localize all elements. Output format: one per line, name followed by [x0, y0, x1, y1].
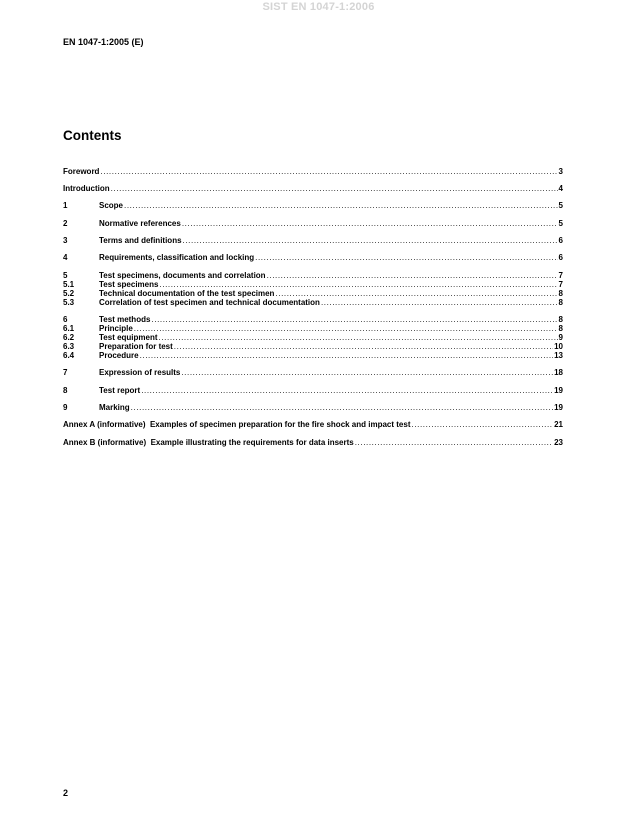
toc-entry-page: 4	[558, 184, 563, 193]
toc-entry-page: 23	[554, 438, 563, 447]
toc-entry-title: Test methods	[99, 315, 151, 324]
toc-entry-page: 9	[558, 333, 563, 342]
toc-entry-title: Test equipment	[99, 333, 158, 342]
toc-entry-7[interactable]	[63, 367, 563, 378]
toc-entry-page: 8	[558, 324, 563, 333]
toc-entry-title: Test specimens	[99, 280, 159, 289]
toc-entry-foreword[interactable]	[63, 166, 563, 177]
toc-entry-page: 19	[554, 403, 563, 412]
toc-entry-page: 8	[558, 289, 563, 298]
toc-entry-page: 19	[554, 386, 563, 395]
toc-entry-page: 7	[558, 271, 563, 280]
toc-entry-page: 3	[558, 167, 563, 176]
toc-entry-number: 6.3	[63, 342, 75, 351]
toc-entry-title: Annex A (informative) Examples of specimen preparation for the fire shock and impact test	[63, 420, 411, 429]
toc-entry-2[interactable]	[63, 218, 563, 229]
toc-entry-title: Procedure	[99, 351, 139, 360]
toc-entry-number: 5.3	[63, 298, 75, 307]
toc-entry-page: 6	[558, 253, 563, 262]
toc-entry-number: 5	[63, 271, 68, 280]
toc-entry-page: 18	[554, 368, 563, 377]
toc-entry-title: Technical documentation of the test specimen	[99, 289, 275, 298]
toc-entry-8[interactable]	[63, 385, 563, 396]
toc-entry-title: Principle	[99, 324, 133, 333]
toc-entry-number: 1	[63, 201, 68, 210]
toc-entry-title: Normative references	[99, 219, 181, 228]
toc-entry-number: 6	[63, 315, 68, 324]
toc-entry-6-4[interactable]	[63, 350, 563, 361]
toc-entry-page: 8	[558, 298, 563, 307]
toc-entry-annex-b[interactable]	[63, 437, 563, 448]
toc-entry-annex-a[interactable]	[63, 419, 563, 430]
toc-entry-3[interactable]	[63, 235, 563, 246]
toc-entry-title: Marking	[99, 403, 130, 412]
toc-entry-5-3[interactable]	[63, 297, 563, 308]
toc-entry-page: 6	[558, 236, 563, 245]
toc-entry-title: Scope	[99, 201, 124, 210]
toc-entry-title: Annex B (informative) Example illustrating the requirements for data inserts	[63, 438, 354, 447]
toc-entry-number: 2	[63, 219, 68, 228]
toc-entry-1[interactable]	[63, 200, 563, 211]
toc-entry-title: Introduction	[63, 184, 110, 193]
toc-entry-number: 8	[63, 386, 68, 395]
toc-entry-page: 5	[558, 219, 563, 228]
toc-entry-page: 5	[558, 201, 563, 210]
toc-entry-number: 4	[63, 253, 68, 262]
contents-heading: Contents	[63, 128, 122, 143]
toc-entry-4[interactable]	[63, 252, 563, 263]
document-header: EN 1047-1:2005 (E)	[63, 37, 144, 47]
toc-entry-page: 8	[558, 315, 563, 324]
toc-entry-title: Preparation for test	[99, 342, 173, 351]
toc-entry-page: 10	[554, 342, 563, 351]
toc-entry-number: 5.2	[63, 289, 75, 298]
toc-entry-page: 7	[558, 280, 563, 289]
toc-entry-number: 6.4	[63, 351, 75, 360]
toc-entry-title: Foreword	[63, 167, 100, 176]
toc-entry-9[interactable]	[63, 402, 563, 413]
toc-entry-title: Expression of results	[99, 368, 181, 377]
toc-entry-number: 7	[63, 368, 68, 377]
toc-entry-title: Requirements, classification and locking	[99, 253, 255, 262]
toc-entry-number: 6.2	[63, 333, 75, 342]
watermark: SIST EN 1047-1:2006	[262, 1, 375, 13]
toc-entry-number: 5.1	[63, 280, 75, 289]
toc-entry-number: 3	[63, 236, 68, 245]
page-number: 2	[63, 788, 69, 798]
toc-entry-title: Terms and definitions	[99, 236, 182, 245]
toc-entry-number: 9	[63, 403, 68, 412]
toc-entry-title: Test specimens, documents and correlation	[99, 271, 266, 280]
toc-entry-number: 6.1	[63, 324, 75, 333]
toc-entry-page: 21	[554, 420, 563, 429]
toc-entry-title: Test report	[99, 386, 141, 395]
toc-entry-page: 13	[554, 351, 563, 360]
toc-entry-introduction[interactable]	[63, 183, 563, 194]
toc-entry-title: Correlation of test specimen and technical documentation	[99, 298, 320, 307]
